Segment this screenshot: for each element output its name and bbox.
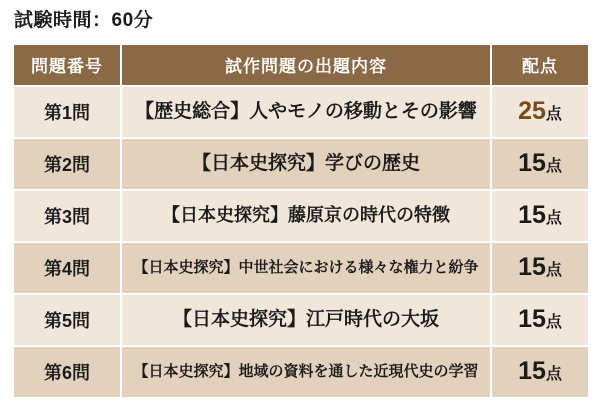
table-row <box>13 346 589 398</box>
cell-question-number: 第2問 <box>13 138 121 190</box>
points-unit: 点 <box>545 314 562 332</box>
cell-points <box>491 86 589 138</box>
cell-question-content: 【歴史総合】人やモノの移動とその影響 <box>121 86 491 138</box>
table-row <box>13 294 589 346</box>
points-value: 15 <box>518 149 546 178</box>
cell-points <box>491 346 589 398</box>
exam-schedule-table <box>12 43 590 399</box>
points-unit: 点 <box>545 366 562 384</box>
points-value: 15 <box>518 201 546 230</box>
points-value: 15 <box>518 357 546 386</box>
points-unit: 点 <box>545 262 562 280</box>
cell-question-number: 第6問 <box>13 346 121 398</box>
column-header-points: 配点 <box>491 44 589 86</box>
cell-points <box>491 138 589 190</box>
page-title: 試験時間：60分 <box>14 10 154 31</box>
column-header-content: 試作問題の出題内容 <box>121 44 491 86</box>
cell-question-number: 第1問 <box>13 86 121 138</box>
points-value: 15 <box>518 305 546 334</box>
cell-question-content: 【日本史探究】江戸時代の大坂 <box>121 294 491 346</box>
table-row <box>13 242 589 294</box>
points-value: 25 <box>518 97 546 126</box>
table-row <box>13 138 589 190</box>
table-header-row <box>13 44 589 86</box>
points-unit: 点 <box>545 158 562 176</box>
column-header-number: 問題番号 <box>13 44 121 86</box>
points-unit: 点 <box>545 106 562 124</box>
table-row <box>13 190 589 242</box>
table-row <box>13 86 589 138</box>
cell-question-content: 【日本史探究】学びの歴史 <box>121 138 491 190</box>
cell-question-number: 第5問 <box>13 294 121 346</box>
cell-points <box>491 190 589 242</box>
cell-question-content: 【日本史探究】中世社会における様々な権力と紛争 <box>121 242 491 294</box>
points-value: 15 <box>518 253 546 282</box>
cell-points <box>491 294 589 346</box>
table-body <box>13 86 589 398</box>
cell-points <box>491 242 589 294</box>
cell-question-number: 第3問 <box>13 190 121 242</box>
cell-question-number: 第4問 <box>13 242 121 294</box>
points-unit: 点 <box>545 210 562 228</box>
table-header <box>13 44 589 86</box>
cell-question-content: 【日本史探究】地域の資料を通した近現代史の学習 <box>121 346 491 398</box>
cell-question-content: 【日本史探究】藤原京の時代の特徴 <box>121 190 491 242</box>
